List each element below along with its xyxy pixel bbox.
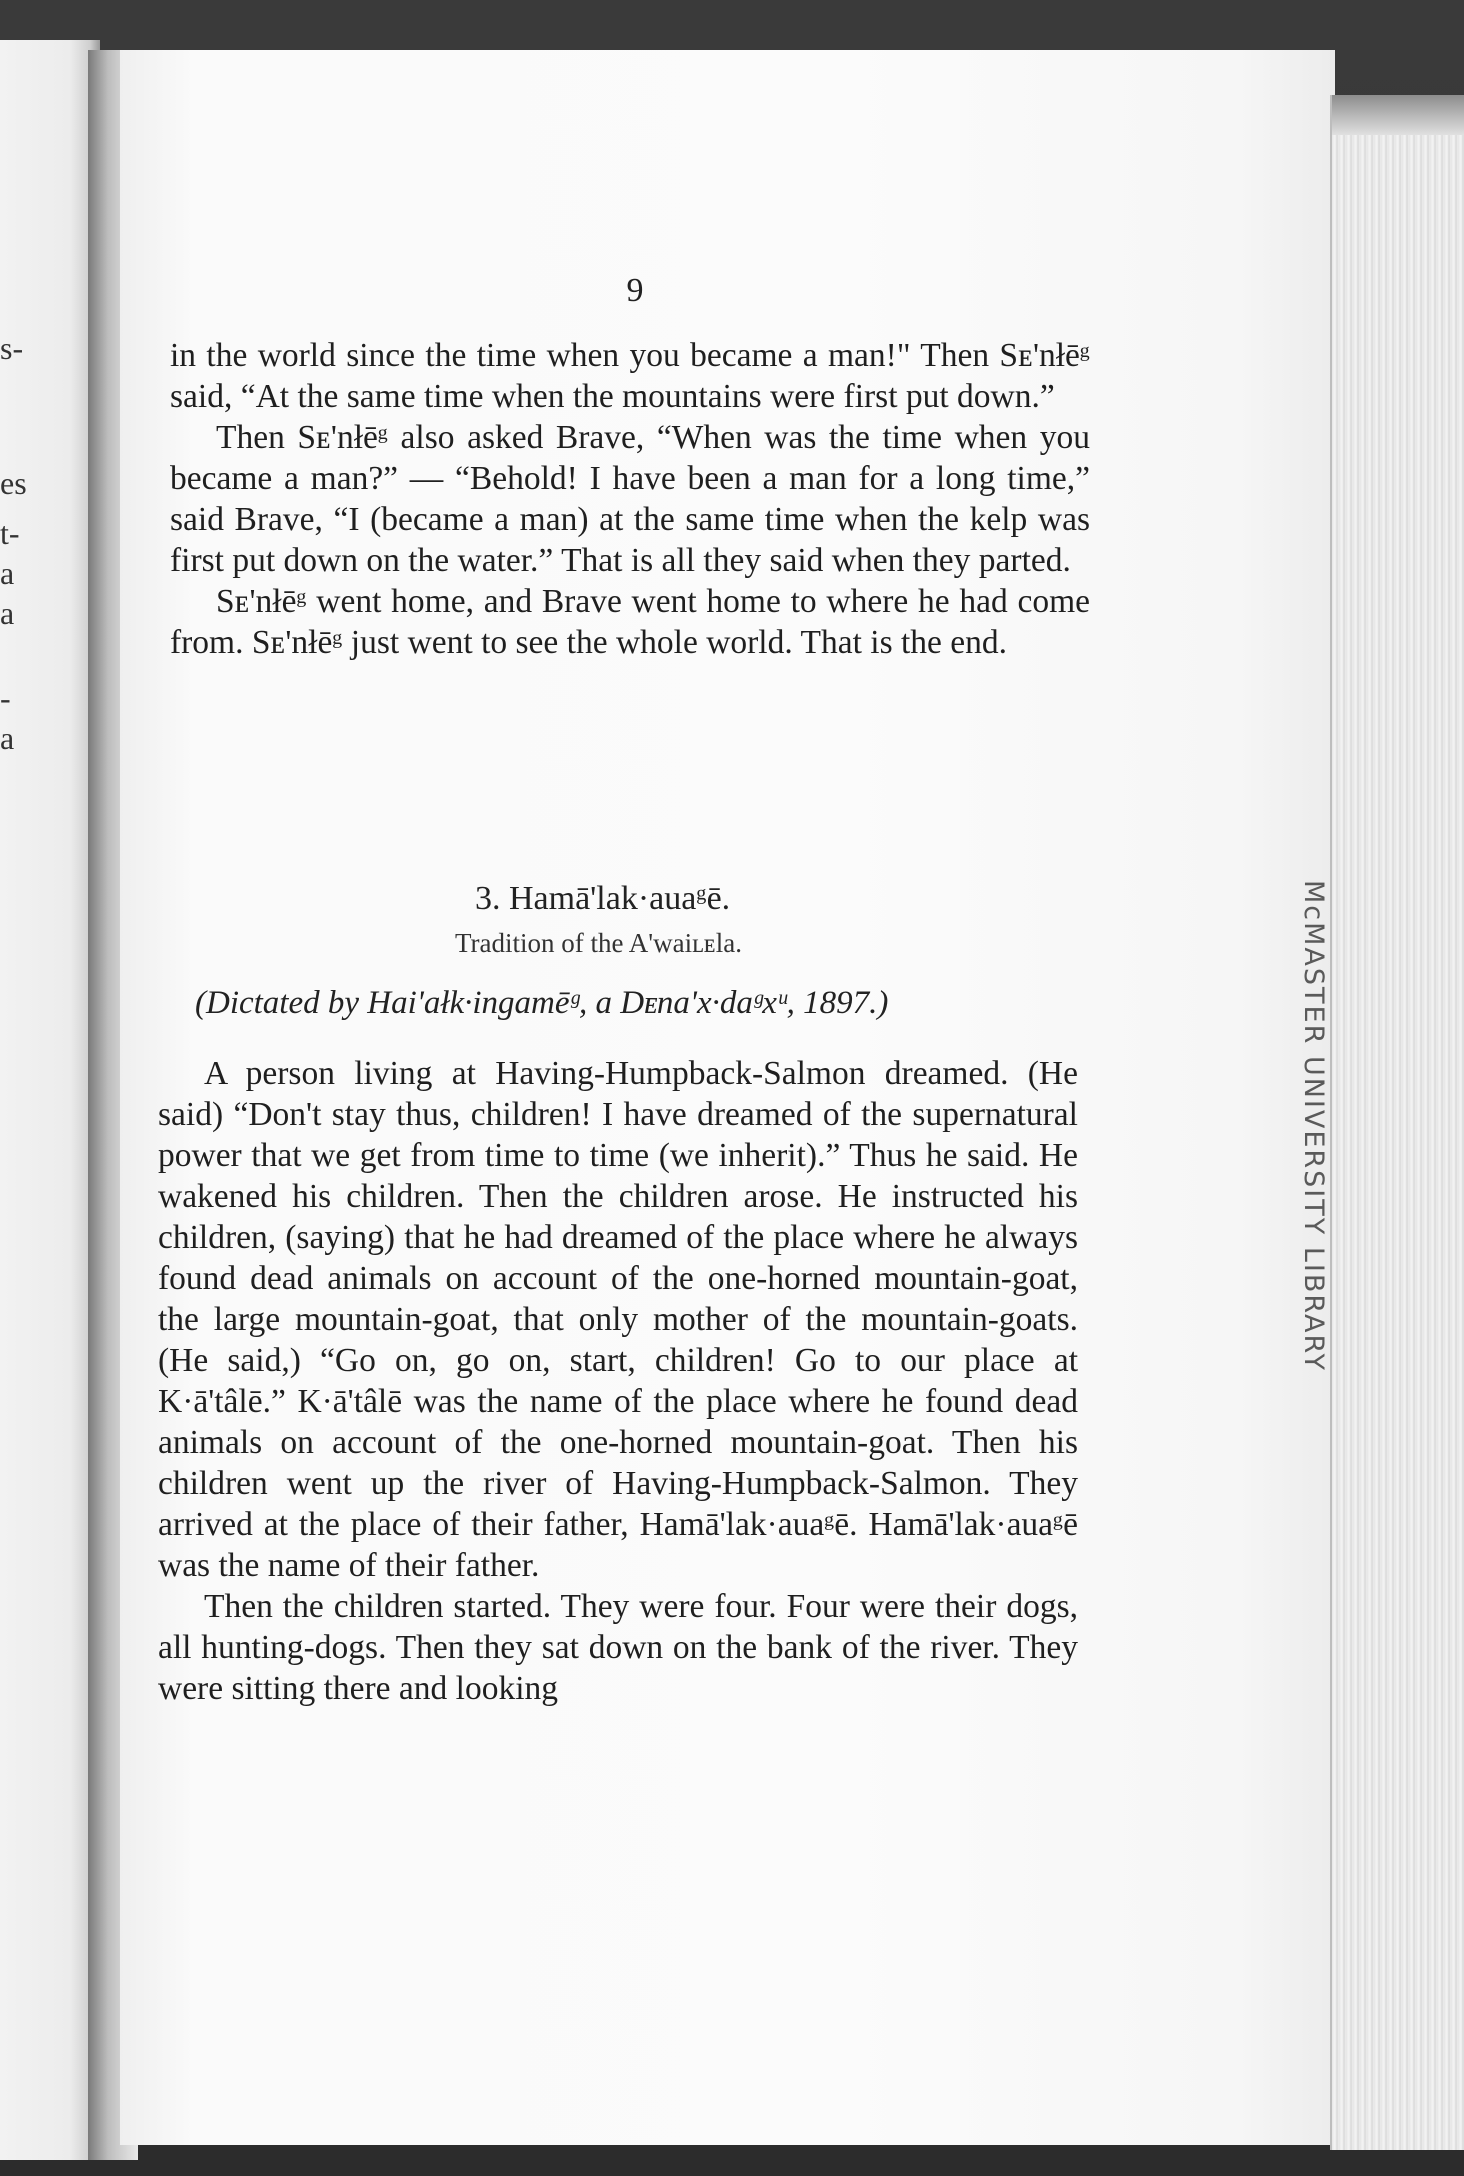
left-page-fragment: a: [0, 555, 15, 591]
left-page-fragment: a: [0, 720, 15, 756]
left-page-fragment: a: [0, 595, 15, 631]
page-edges: [1330, 95, 1464, 2150]
left-page-edge: [0, 40, 100, 2160]
left-page-fragment: -: [0, 680, 11, 716]
left-page-fragment: s-: [0, 330, 24, 366]
page-number: 9: [626, 272, 644, 309]
section-heading: 3. Hamā'lak·auaᵍē.: [475, 880, 731, 917]
paragraph: Then the children started. They were four. Four were their dogs, all hunting-dogs. Then they sat down on the bank of the river. They were sitting there and looking: [158, 1588, 1078, 1707]
left-page-fragment: t-: [0, 515, 20, 551]
library-stamp: McMASTER UNIVERSITY LIBRARY: [1298, 880, 1329, 1373]
paragraph: Sᴇ'nłēᵍ went home, and Brave went home to where he had come from. Sᴇ'nłēᵍ just went to see the whole world. That is the end.: [170, 583, 1090, 661]
left-page-fragment: es: [0, 465, 27, 501]
text-block-top: [170, 335, 1090, 663]
section-subheading: Tradition of the A'waiʟᴇla.: [455, 928, 742, 958]
paragraph: A person living at Having-Humpback-Salmon dreamed. (He said) “Don't stay thus, children! I have dreamed of the supernatural power that we get from time to time (we inherit).” Thus he said. He wakened his children. Then the children arose. He instructed his children, (saying) that he had dreamed of the place where he always found dead animals on account of the one-horned mountain-goat, the large mountain-goat, that only mother of the mountain-goats. (He said,) “Go on, go on, start, children! Go to our place at K·ā'tâlē.” K·ā'tâlē was the name of the place where he found dead animals on account of the one-horned mountain-goat. Then his children went up the river of Having-Humpback-Salmon. They arrived at the place of their father, Hamā'lak·auaᵍē. Hamā'lak·auaᵍē was the name of their father.: [158, 1055, 1078, 1584]
text-block-main: [158, 1053, 1078, 1709]
dictated-by-line: (Dictated by Hai'ałk·ingamēᵍ, a Dᴇna'x·daᵍxᵘ, 1897.): [195, 985, 889, 1021]
paragraph: Then Sᴇ'nłēᵍ also asked Brave, “When was the time when you became a man?” — “Behold! I have been a man for a long time,” said Brave, “I (became a man) at the same time when the kelp was first put down on the water.” That is all they said when they parted.: [170, 419, 1090, 579]
paragraph: in the world since the time when you became a man!" Then Sᴇ'nłēᵍ said, “At the same time when the mountains were first put down.”: [170, 337, 1090, 415]
